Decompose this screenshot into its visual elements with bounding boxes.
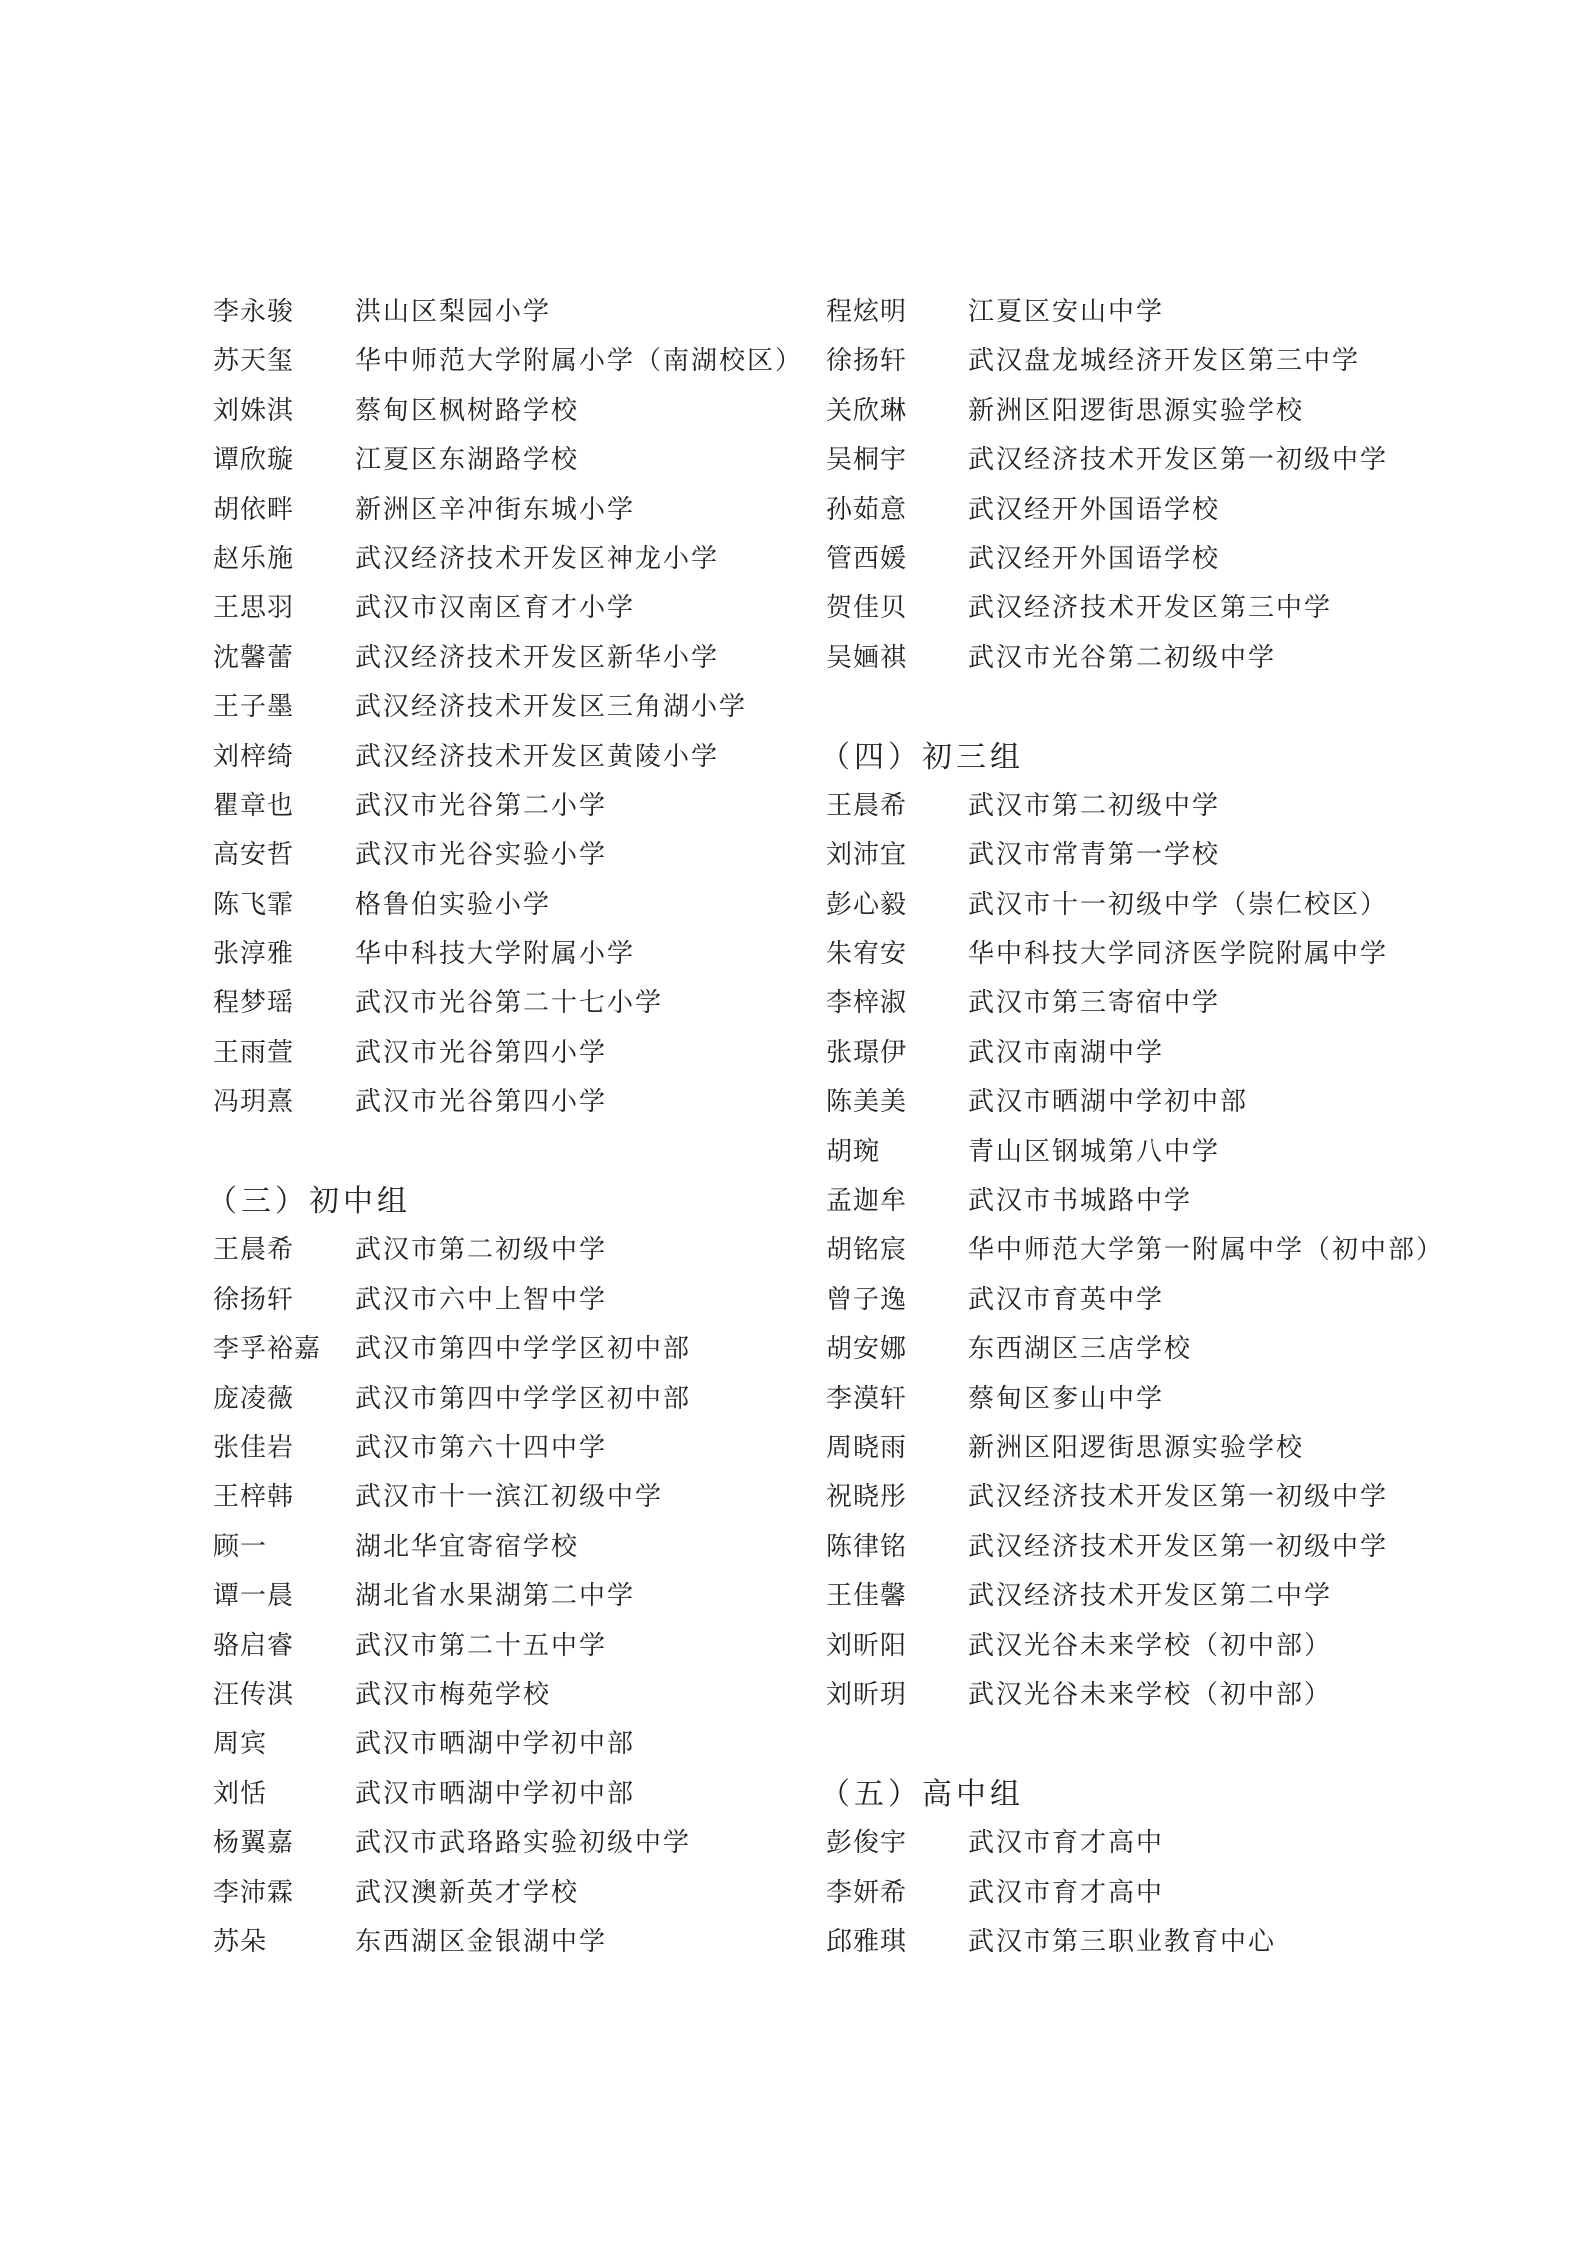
list-item [826,881,1526,930]
list-item [213,930,793,979]
student-name: 李孚裕嘉 [213,1334,322,1365]
list-item [826,1276,1526,1325]
list-item [213,1819,793,1868]
list-item [213,1523,793,1572]
student-name: 关欣琳 [826,395,908,426]
student-name: 邱雅琪 [826,1926,908,1957]
school-name: 湖北华宜寄宿学校 [355,1531,580,1562]
list-item [213,881,793,930]
list-item [213,1671,793,1720]
school-name: 武汉市光谷第二初级中学 [968,642,1277,673]
school-name: 武汉经济技术开发区神龙小学 [355,543,720,574]
student-name: 曾子逸 [826,1284,908,1315]
list-item [213,1276,793,1325]
student-name: 汪传淇 [213,1679,295,1710]
list-item [213,1473,793,1522]
list-item [826,486,1526,535]
student-name: 刘昕阳 [826,1630,908,1661]
student-name: 周宾 [213,1729,268,1760]
student-name: 王晨希 [826,790,908,821]
list-item [826,1671,1526,1720]
list-item [213,535,793,584]
student-name: 顾一 [213,1531,268,1562]
student-name: 李梓淑 [826,988,908,1019]
student-name: 谭一晨 [213,1581,295,1612]
student-name: 胡琬 [826,1136,881,1167]
section-heading: （五）高中组 [820,1776,1024,1812]
school-name: 华中师范大学附属小学（南湖校区） [355,346,804,377]
school-name: 武汉经济技术开发区黄陵小学 [355,741,720,772]
school-name: 武汉市第二初级中学 [968,790,1221,821]
school-name: 武汉市光谷实验小学 [355,840,608,871]
school-name: 蔡甸区枫树路学校 [355,395,580,426]
student-name: 陈美美 [826,1087,908,1118]
list-item [213,387,793,436]
school-name: 新洲区阳逻街思源实验学校 [968,395,1305,426]
school-name: 东西湖区金银湖中学 [355,1926,608,1957]
school-name: 武汉盘龙城经济开发区第三中学 [968,346,1361,377]
list-item [213,1226,793,1275]
school-name: 武汉经济技术开发区三角湖小学 [355,692,748,723]
school-name: 武汉市第二十五中学 [355,1630,608,1661]
student-name: 刘恬 [213,1778,268,1809]
list-item [826,337,1526,386]
list-item [213,979,793,1028]
list-item [213,1078,793,1127]
school-name: 武汉经济技术开发区第一初级中学 [968,1531,1389,1562]
student-name: 孙茹意 [826,494,908,525]
student-name: 李漠轩 [826,1383,908,1414]
list-item [826,979,1526,1028]
student-name: 周晓雨 [826,1432,908,1463]
student-name: 吴婳祺 [826,642,908,673]
list-item [213,1720,793,1769]
right-column [820,288,1526,1967]
list-item [213,1622,793,1671]
school-name: 武汉市南湖中学 [968,1037,1165,1068]
list-item [826,1029,1526,1078]
student-name: 李沛霖 [213,1877,295,1908]
student-name: 刘梓绮 [213,741,295,772]
student-name: 高安哲 [213,840,295,871]
list-item [826,1325,1526,1374]
student-name: 徐扬轩 [213,1284,295,1315]
school-name: 武汉市晒湖中学初中部 [355,1729,636,1760]
list-item [826,288,1526,337]
list-item [213,683,793,732]
list-item [213,584,793,633]
student-name: 陈飞霏 [213,889,295,920]
student-name: 吴桐宇 [826,445,908,476]
list-item [826,782,1526,831]
school-name: 武汉经济技术开发区第一初级中学 [968,1482,1389,1513]
student-name: 骆启睿 [213,1630,295,1661]
school-name: 新洲区阳逻街思源实验学校 [968,1432,1305,1463]
list-item [213,831,793,880]
student-name: 刘昕玥 [826,1679,908,1710]
school-name: 武汉市育才高中 [968,1877,1165,1908]
school-name: 武汉市第四中学学区初中部 [355,1334,692,1365]
school-name: 武汉市十一滨江初级中学 [355,1482,664,1513]
school-name: 洪山区梨园小学 [355,297,552,327]
school-name: 武汉经济技术开发区第一初级中学 [968,445,1389,476]
section-heading: （四）初三组 [820,739,1024,775]
student-name: 李永骏 [213,297,295,327]
list-item [826,1869,1526,1918]
student-name: 王雨萱 [213,1037,295,1068]
list-item [213,1918,793,1967]
student-name: 王佳馨 [826,1581,908,1612]
spacer [213,1128,793,1177]
list-item [213,436,793,485]
school-name: 江夏区安山中学 [968,297,1165,327]
student-name: 张璟伊 [826,1037,908,1068]
school-name: 武汉市光谷第二小学 [355,790,608,821]
student-name: 瞿章也 [213,790,295,821]
school-name: 湖北省水果湖第二中学 [355,1581,636,1612]
school-name: 新洲区辛冲街东城小学 [355,494,636,525]
student-name: 苏朵 [213,1926,268,1957]
student-name: 祝晓彤 [826,1482,908,1513]
school-name: 武汉市育才高中 [968,1828,1165,1859]
section-heading: （三）初中组 [207,1184,411,1220]
list-item [213,733,793,782]
school-name: 武汉市光谷第二十七小学 [355,988,664,1019]
school-name: 武汉市第六十四中学 [355,1432,608,1463]
list-item [826,1177,1526,1226]
list-item [213,634,793,683]
student-name: 徐扬轩 [826,346,908,377]
list-item [826,930,1526,979]
school-name: 武汉市书城路中学 [968,1186,1193,1217]
student-name: 彭心毅 [826,889,908,920]
student-name: 贺佳贝 [826,593,908,624]
student-name: 苏天玺 [213,346,295,377]
list-item [826,1128,1526,1177]
student-name: 王梓韩 [213,1482,295,1513]
school-name: 武汉市育英中学 [968,1284,1165,1315]
school-name: 武汉市第三职业教育中心 [968,1926,1277,1957]
list-item [213,337,804,386]
school-name: 武汉市梅苑学校 [355,1679,552,1710]
school-name: 武汉经开外国语学校 [968,494,1221,525]
student-name: 刘沛宜 [826,840,908,871]
school-name: 蔡甸区奓山中学 [968,1383,1165,1414]
student-name: 孟迦牟 [826,1186,908,1217]
list-item [213,288,793,337]
list-item [826,1078,1526,1127]
school-name: 武汉市十一初级中学（崇仁校区） [968,889,1389,920]
student-name: 王晨希 [213,1235,295,1266]
list-item [826,436,1526,485]
school-name: 武汉光谷未来学校（初中部） [968,1630,1333,1661]
list-item [826,1226,1526,1275]
list-item [826,1572,1526,1621]
school-name: 武汉澳新英才学校 [355,1877,580,1908]
school-name: 武汉经开外国语学校 [968,543,1221,574]
student-name: 李妍希 [826,1877,908,1908]
student-name: 程梦瑶 [213,988,295,1019]
school-name: 武汉市晒湖中学初中部 [355,1778,636,1809]
student-name: 沈馨蕾 [213,642,295,673]
list-item [213,1424,793,1473]
school-name: 武汉市晒湖中学初中部 [968,1087,1249,1118]
list-item [826,1424,1526,1473]
list-item [213,1770,793,1819]
student-name: 张淳雅 [213,939,295,970]
school-name: 武汉光谷未来学校（初中部） [968,1679,1333,1710]
school-name: 武汉市汉南区育才小学 [355,593,636,624]
list-item [826,1622,1526,1671]
school-name: 江夏区东湖路学校 [355,445,580,476]
school-name: 武汉市光谷第四小学 [355,1087,608,1118]
student-name: 陈律铭 [826,1531,908,1562]
student-name: 冯玥熹 [213,1087,295,1118]
student-name: 管西媛 [826,543,908,574]
school-name: 武汉市六中上智中学 [355,1284,608,1315]
school-name: 青山区钢城第八中学 [968,1136,1221,1167]
list-item [826,387,1526,436]
list-item [213,1029,793,1078]
list-item [826,1473,1526,1522]
school-name: 华中科技大学附属小学 [355,939,636,970]
school-name: 武汉经济技术开发区第二中学 [968,1581,1333,1612]
student-name: 刘姝淇 [213,395,295,426]
school-name: 武汉市第四中学学区初中部 [355,1383,692,1414]
list-item [213,1325,793,1374]
student-name: 张佳岩 [213,1432,295,1463]
list-item [213,782,793,831]
list-item [826,1918,1526,1967]
student-name: 谭欣璇 [213,445,295,476]
school-name: 武汉市第三寄宿中学 [968,988,1221,1019]
school-name: 武汉经济技术开发区第三中学 [968,593,1333,624]
student-name: 朱宥安 [826,939,908,970]
school-name: 格鲁伯实验小学 [355,889,552,920]
spacer [826,1720,1526,1769]
school-name: 武汉市武珞路实验初级中学 [355,1828,692,1859]
list-item [213,1572,793,1621]
student-name: 王思羽 [213,593,295,624]
student-name: 胡铭宸 [826,1235,908,1266]
list-item [826,584,1526,633]
student-name: 彭俊宇 [826,1828,908,1859]
school-name: 武汉经济技术开发区新华小学 [355,642,720,673]
list-item [826,1523,1526,1572]
school-name: 武汉市第二初级中学 [355,1235,608,1266]
student-name: 胡依畔 [213,494,295,525]
list-item [826,634,1526,683]
student-name: 胡安娜 [826,1334,908,1365]
student-name: 王子墨 [213,692,295,723]
school-name: 武汉市常青第一学校 [968,840,1221,871]
school-name: 东西湖区三店学校 [968,1334,1193,1365]
school-name: 武汉市光谷第四小学 [355,1037,608,1068]
student-name: 杨翼嘉 [213,1828,295,1859]
spacer [826,683,1526,732]
student-name: 庞凌薇 [213,1383,295,1414]
list-item [826,1819,1526,1868]
list-item [213,1869,793,1918]
list-item [826,1375,1526,1424]
list-item [213,486,793,535]
list-item [826,535,1526,584]
student-name: 赵乐施 [213,543,295,574]
student-name: 程炫明 [826,297,908,327]
school-name: 华中科技大学同济医学院附属中学 [968,939,1389,970]
left-column [207,288,804,1967]
list-item [213,1375,793,1424]
school-name: 华中师范大学第一附属中学（初中部） [968,1235,1445,1266]
list-item [826,831,1526,880]
